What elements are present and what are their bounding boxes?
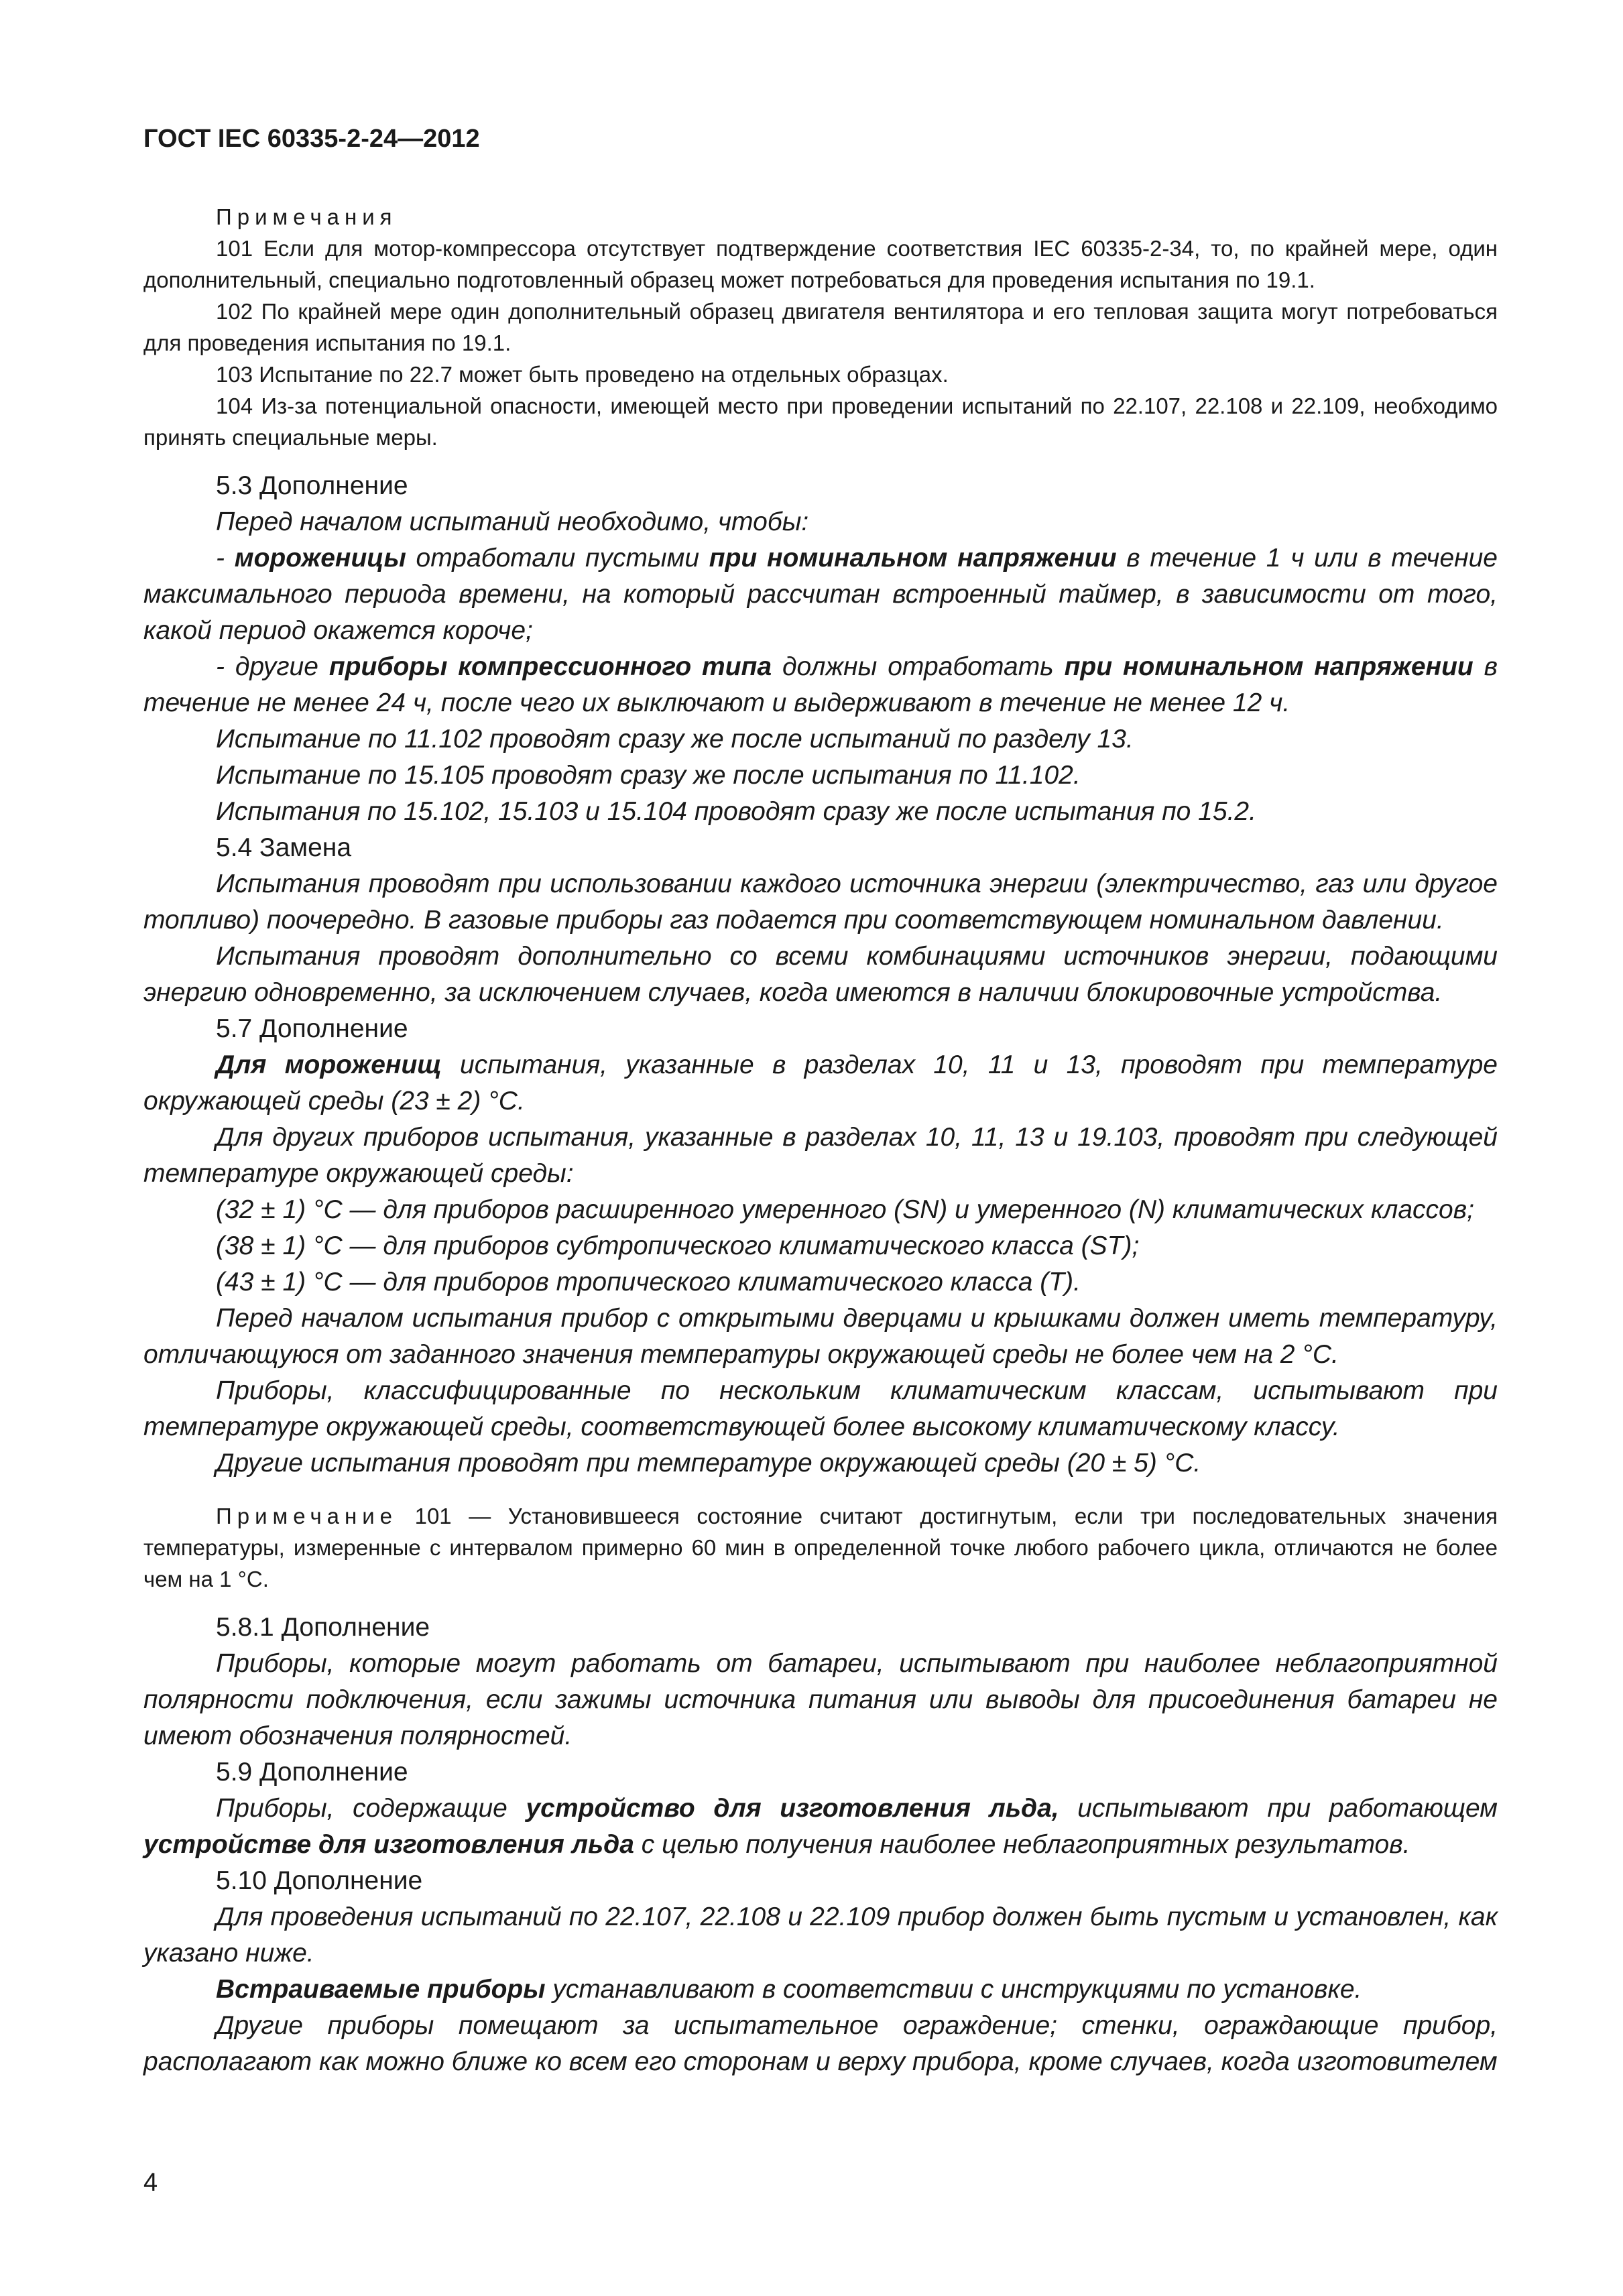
note-item: 101 Если для мотор-компрессора отсутствует подтверждение соответствия IEC 60335-2-34, то, по крайней мере, один дополнительный, специально подготовленный образец может потребоваться для проведения испытания по 19.1.	[143, 236, 1498, 292]
section-5-7-para: Другие испытания проводят при температуре окружающей среды (20 ± 5) °С.	[216, 1449, 1201, 1477]
section-5-3-line: Испытания по 15.102, 15.103 и 15.104 проводят сразу же после испытания по 15.2.	[216, 797, 1256, 826]
note-label: Примечание	[216, 1504, 398, 1528]
section-heading-5-10: 5.10 Дополнение	[216, 1866, 423, 1895]
section-5-3-bullet-1: - мороженицы отработали пустыми при номинальном напряжении в течение 1 ч или в течение максимального периода времени, на который рассчитан встроенный таймер, в зависимости от того, какой период окажется короче;	[143, 544, 1498, 645]
section-heading-5-3: 5.3 Дополнение	[216, 471, 408, 500]
notes-heading: Примечания	[216, 204, 398, 229]
section-5-7-para-2: Для других приборов испытания, указанные в разделах 10, 11, 13 и 19.103, проводят при следующей температуре окружающей среды:	[143, 1123, 1498, 1188]
note-item: 103 Испытание по 22.7 может быть проведено на отдельных образцах.	[216, 362, 949, 387]
page-content	[143, 201, 1498, 2080]
section-5-4-para: Испытания проводят при использовании каждого источника энергии (электричество, газ или другое топливо) поочередно. В газовые приборы газ подается при соответствующем номинальном давлении.	[143, 869, 1498, 934]
section-5-10-para-3: Другие приборы помещают за испытательное ограждение; стенки, ограждающие прибор, располагают как можно ближе ко всем его сторонам и верху прибора, кроме случаев, когда изготовителем	[143, 2011, 1498, 2076]
section-heading-5-8-1: 5.8.1 Дополнение	[216, 1613, 430, 1642]
section-5-8-1-para: Приборы, которые могут работать от батареи, испытывают при наиболее неблагоприятной полярности подключения, если зажимы источника питания или выводы для присоединения батареи не имеют обозначения полярностей.	[143, 1649, 1498, 1750]
temperature-line: (43 ± 1) °С — для приборов тропического климатического класса (Т).	[216, 1268, 1081, 1296]
temperature-line: (38 ± 1) °С — для приборов субтропического климатического класса (ST);	[216, 1231, 1140, 1260]
section-5-3-line: Испытание по 15.105 проводят сразу же после испытания по 11.102.	[216, 761, 1081, 790]
section-5-3-bullet-2: - другие приборы компрессионного типа должны отработать при номинальном напряжении в течение не менее 24 ч, после чего их выключают и выдерживают в течение не менее 12 ч.	[143, 652, 1498, 717]
section-5-7-note: Примечание 101 — Установившееся состояние считают достигнутым, если три последовательных значения температуры, измеренные с интервалом примерно 60 мин в определенной точке любого рабочего цикла, отличаются не более чем на 1 °С.	[143, 1504, 1498, 1591]
section-5-4-para: Испытания проводят дополнительно со всеми комбинациями источников энергии, подающими энергию одновременно, за исключением случаев, когда имеются в наличии блокировочные устройства.	[143, 942, 1498, 1007]
note-item: 104 Из-за потенциальной опасности, имеющей место при проведении испытаний по 22.107, 22.108 и 22.109, необходимо принять специальные меры.	[143, 394, 1498, 450]
section-5-3-intro: Перед началом испытаний необходимо, чтобы:	[216, 507, 809, 536]
section-5-10-para-2: Встраиваемые приборы устанавливают в соответствии с инструкциями по установке.	[216, 1975, 1362, 2004]
section-heading-5-9: 5.9 Дополнение	[216, 1758, 408, 1787]
standard-header: ГОСТ IEC 60335-2-24—2012	[143, 125, 480, 153]
section-5-7-para: Приборы, классифицированные по нескольким климатическим классам, испытывают при температуре окружающей среды, соответствующей более высокому климатическому классу.	[143, 1376, 1498, 1441]
section-5-7-para-1: Для мороженищ испытания, указанные в разделах 10, 11 и 13, проводят при температуре окружающей среды (23 ± 2) °С.	[143, 1050, 1498, 1115]
note-item: 102 По крайней мере один дополнительный образец двигателя вентилятора и его тепловая защита могут потребоваться для проведения испытания по 19.1.	[143, 299, 1498, 355]
section-5-3-line: Испытание по 11.102 проводят сразу же после испытаний по разделу 13.	[216, 725, 1134, 753]
temperature-line: (32 ± 1) °С — для приборов расширенного умеренного (SN) и умеренного (N) климатических классов;	[216, 1195, 1474, 1224]
section-heading-5-4: 5.4 Замена	[216, 833, 352, 862]
page-number: 4	[143, 2169, 158, 2197]
section-5-9-para: Приборы, содержащие устройство для изготовления льда, испытывают при работающем устройстве для изготовления льда с целью получения наиболее неблагоприятных результатов.	[143, 1794, 1498, 1859]
section-5-7-para: Перед началом испытания прибор с открытыми дверцами и крышками должен иметь температуру, отличающуюся от заданного значения температуры окружающей среды не более чем на 2 °С.	[143, 1304, 1498, 1369]
section-heading-5-7: 5.7 Дополнение	[216, 1014, 408, 1043]
section-5-10-para-1: Для проведения испытаний по 22.107, 22.108 и 22.109 прибор должен быть пустым и установлен, как указано ниже.	[143, 1902, 1498, 1968]
